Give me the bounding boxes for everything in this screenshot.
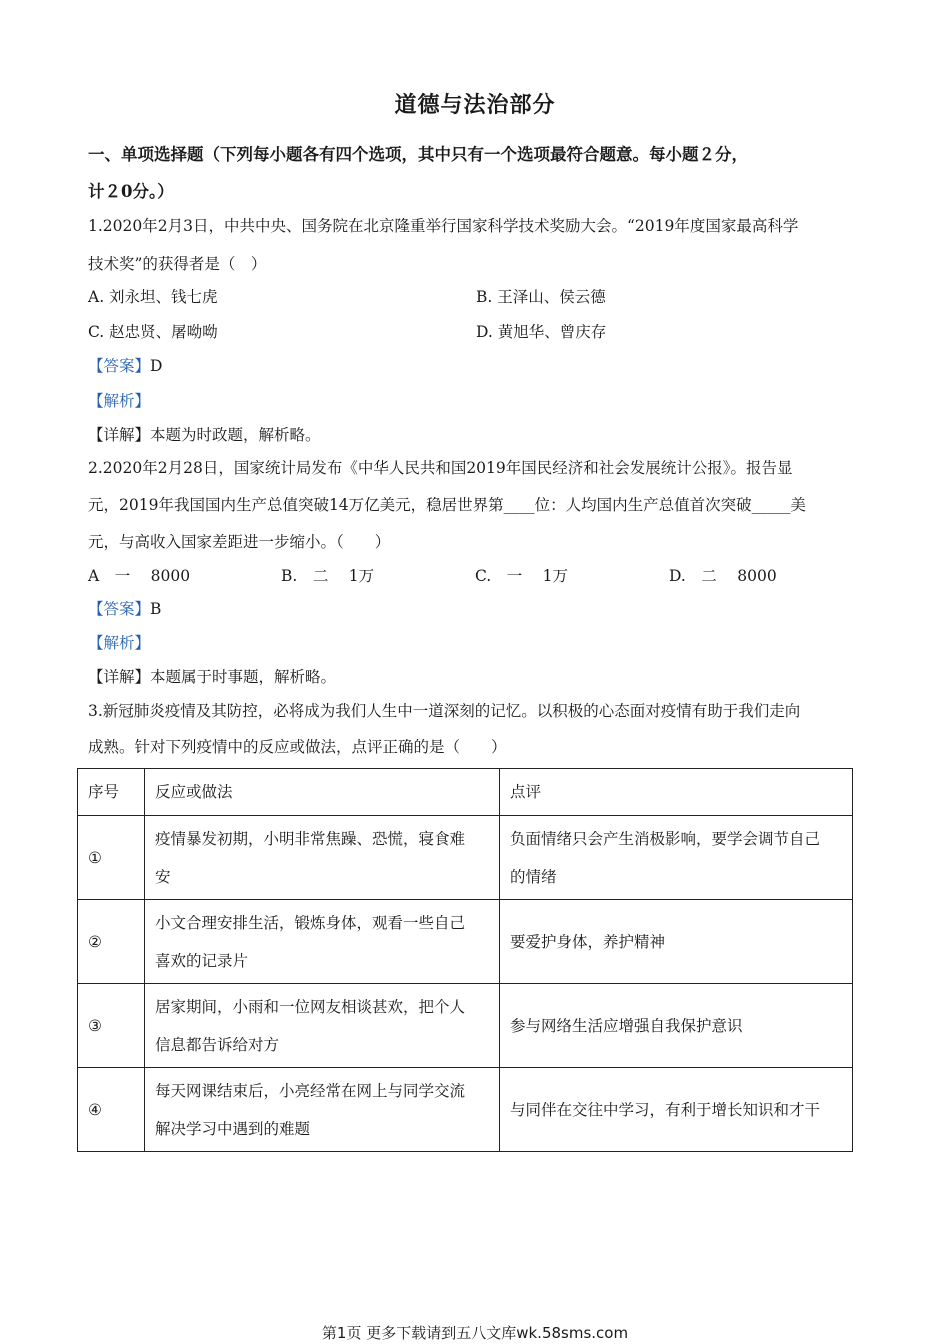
- row-action: [145, 1068, 500, 1152]
- table-row: [78, 1068, 853, 1152]
- q2-option-b: B. 二 1万: [281, 567, 375, 585]
- q1-option-a: A. 刘永坦、钱七虎: [88, 288, 218, 306]
- page-title: 道德与法治部分: [394, 92, 556, 118]
- row-comment: 要爱护身体，养护精神: [500, 900, 853, 984]
- row-action-line1: 小文合理安排生活，锻炼身体，观看一些自己: [155, 913, 466, 932]
- q3-stem-line2: 成熟。针对下列疫情中的反应或做法，点评正确的是（ ）: [88, 738, 507, 756]
- q2-option-c: C. 一 1万: [475, 567, 569, 585]
- q2-detail-text: 本题属于时事题，解析略。: [150, 668, 337, 686]
- q1-detail-tag: 【详解】: [88, 426, 151, 444]
- row-action-line2: 安: [155, 867, 171, 886]
- row-no: ②: [78, 900, 145, 984]
- q2-stem-line2: 元，2019年我国国内生产总值突破14万亿美元，稳居世界第____位：人均国内生产总值首次突破_____美: [88, 496, 806, 514]
- q2-answer: [88, 597, 161, 621]
- q1-answer-value: D: [150, 357, 163, 375]
- row-action-line2: 解决学习中遇到的难题: [155, 1119, 311, 1138]
- q2-stem-line1: 2.2020年2月28日，国家统计局发布《中华人民共和国2019年国民经济和社会发展统计公报》。报告显: [88, 459, 793, 477]
- row-action-line1: 疫情暴发初期，小明非常焦躁、恐慌，寝食难: [155, 829, 466, 848]
- q1-analysis-tag: 【解析】: [88, 392, 151, 410]
- q2-analysis-tag: 【解析】: [88, 634, 151, 652]
- q2-stem-line3: 元，与高收入国家差距进一步缩小。（ ）: [88, 533, 391, 551]
- table-row: [78, 984, 853, 1068]
- row-action: [145, 984, 500, 1068]
- q2-option-a: A 一 8000: [88, 567, 191, 585]
- table-row: [78, 816, 853, 900]
- row-action: [145, 816, 500, 900]
- q2-answer-value: B: [150, 600, 162, 618]
- q3-stem-line1: 3.新冠肺炎疫情及其防控，必将成为我们人生中一道深刻的记忆。以积极的心态面对疫情有助于我们走向: [88, 702, 801, 720]
- row-action-line2: 喜欢的记录片: [155, 951, 249, 970]
- q1-answer-tag: 【答案】: [88, 357, 151, 375]
- header-comment: 点评: [500, 769, 853, 816]
- row-action-line2: 信息都告诉给对方: [155, 1035, 280, 1054]
- q1-detail-text: 本题为时政题，解析略。: [150, 426, 321, 444]
- table-row: [78, 900, 853, 984]
- row-comment: 与同伴在交往中学习，有利于增长知识和才干: [500, 1068, 853, 1152]
- row-comment: 参与网络生活应增强自我保护意识: [500, 984, 853, 1068]
- row-action: [145, 900, 500, 984]
- header-action: 反应或做法: [145, 769, 500, 816]
- row-comment: [500, 816, 853, 900]
- q1-answer: [88, 354, 162, 378]
- table-header-row: [78, 769, 853, 816]
- row-comment-line2: 的情绪: [510, 867, 557, 886]
- row-action-line1: 每天网课结束后，小亮经常在网上与同学交流: [155, 1081, 466, 1100]
- q3-table: [77, 768, 853, 1152]
- q1-stem-line2: 技术奖”的获得者是（ ）: [88, 255, 267, 273]
- q1-option-d: D. 黄旭华、曾庆存: [476, 323, 607, 341]
- row-no: ①: [78, 816, 145, 900]
- row-comment-line1: 负面情绪只会产生消极影响，要学会调节自己: [510, 829, 821, 848]
- row-no: ③: [78, 984, 145, 1068]
- q2-option-d: D. 二 8000: [669, 567, 777, 585]
- header-no: 序号: [78, 769, 145, 816]
- q2-detail-tag: 【详解】: [88, 668, 151, 686]
- q1-detail: [88, 423, 321, 447]
- q2-detail: [88, 665, 336, 689]
- page-footer: 第1页 更多下载请到五八文库wk.58sms.com: [321, 1324, 629, 1342]
- q1-stem-line1: 1.2020年2月3日，中共中央、国务院在北京隆重举行国家科学技术奖励大会。“2019年度国家最高科学: [88, 217, 799, 235]
- section-heading-line2: 计２0分。）: [88, 182, 174, 201]
- row-no: ④: [78, 1068, 145, 1152]
- row-action-line1: 居家期间，小雨和一位网友相谈甚欢，把个人: [155, 997, 466, 1016]
- q1-option-b: B. 王泽山、侯云德: [476, 288, 606, 306]
- q1-option-c: C. 赵忠贤、屠呦呦: [88, 323, 218, 341]
- section-heading-line1: 一、单项选择题（下列每小题各有四个选项，其中只有一个选项最符合题意。每小题２分，: [88, 145, 748, 164]
- q2-answer-tag: 【答案】: [88, 600, 151, 618]
